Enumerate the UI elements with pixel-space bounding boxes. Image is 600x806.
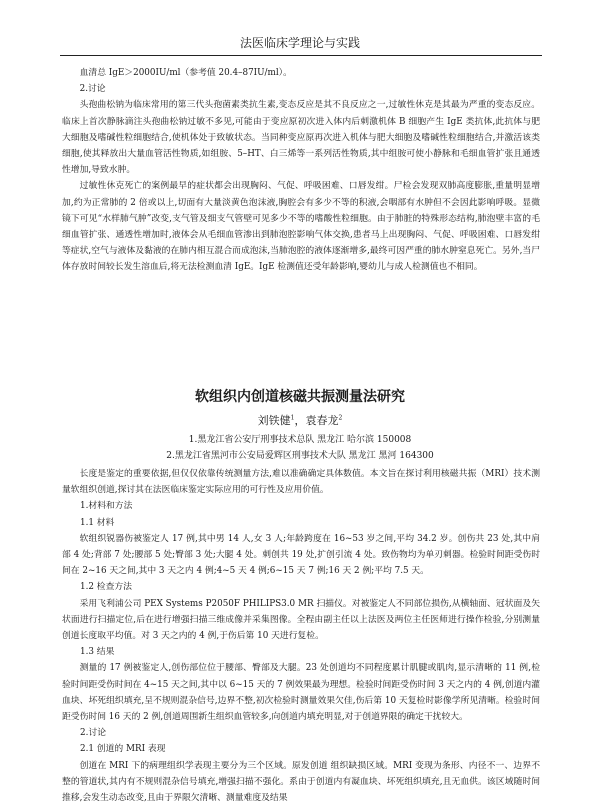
subsection-heading: 2.1 创道的 MRI 表现 [80,744,166,755]
previous-article-tail [62,65,540,276]
methods-paragraph: 采用飞利浦公司 PEX Systems P2050F PHILIPS3.0 MR 扫描仪。对被鉴定人不同部位损伤,从横轴面、冠状面及矢状面进行扫描定位,后在进行增强扫描三维成像并采集图像。全程由副主任以上法医及两位主任医师进行操作检验,分别测量创道长度取平均值。对 3 天之内的 4 例,于伤后第 10 天进行复检。 [62,598,540,642]
author-separator: ， [294,414,306,427]
lab-result-line: 血清总 IgE＞2000IU/ml（参考值 20.4–87IU/ml）。 [79,68,292,78]
subsection-heading: 1.1 材料 [80,517,115,528]
author-2: 袁春龙 [305,414,339,427]
discussion-paragraph-1: 头孢曲松钠为临床常用的第三代头孢菌素类抗生素,变态反应是其不良反应之一,过敏性休克是其最为严重的变态反应。临床上首次静脉滴注头孢曲松钠过敏不多见,可能由于变应原初次进入体内后刺激机体 B 细胞产生 IgE 类抗体,此抗体与肥大细胞及嗜碱性粒细胞结合,使机体处于致敏状态。当同种变应原再次进入机体与肥大细胞及嗜碱性粒细胞结合,并激活该类细胞,使其释放出大量血管活性物质,如组胺、5–HT、白三烯等一系列活性物质,其中组胺可使小静脉和毛细血管扩张且通透性增加,导致水肿。 [62,100,540,176]
subsection-heading: 1.3 结果 [80,647,115,658]
header-rule [60,55,542,56]
materials-paragraph: 软组织锐器伤被鉴定人 17 例,其中男 14 人,女 3 人;年龄跨度在 16~53 岁之间,平均 34.2 岁。创伤共 23 处,其中肩部 4 处;背部 7 处;腰部 5 处;臀部 3 处;大腿 4 处。刺创共 19 处,扩创引流 4 处。致伤物均为单刃刺器。检验时间距受伤时间在 2~16 天之间,其中 3 天之内 4 例;4~5 天 4 例;6~15 天 7 例;16 天 2 例;平均 7.5 天。 [62,533,540,577]
article-intro: 长度是鉴定的重要依据,但仅仅依靠传统测量方法,难以准确确定具体数值。本文旨在探讨利用核磁共振（MRI）技术测量软组织创道,探讨其在法医临床鉴定实际应用的可行性及应用价值。 [62,469,540,496]
discussion-paragraph-2: 过敏性休克死亡的案例最早的症状都会出现胸闷、气促、呼吸困难、口唇发绀。尸检会发现双肺高度膨胀,重量明显增加,约为正常肺的 2 倍或以上,切面有大量淡黄色泡沫液,胸腔会有多少不等的积液,会咽部有水肿但不会因此影响呼吸。显微镜下可见“水样肺气肿”改变,支气管及细支气管壁可见多少不等的嗜酸性粒细胞。由于肺脏的特殊形态结构,肺泡壁丰富的毛细血管扩张、通透性增加时,液体会从毛细血管渗出到肺泡腔影响气体交换,患者马上出现胸闷、气促、呼吸困难、口唇发绀等症状,空气与液体及黏液的在肺内相互混合而成泡沫,当肺泡腔的液体逐渐增多,最终可因严重的肺水肿窒息死亡。另外,当尸体存放时间较长发生溶血后,将无法检测血清 IgE。IgE 检测值还受年龄影响,婴幼儿与成人检测值也不相同。 [62,181,540,273]
running-header: 法医临床学理论与实践 [239,36,360,50]
subsection-heading: 1.2 检查方法 [80,582,132,593]
author-1-affiliation-mark: 1 [290,414,295,422]
results-paragraph: 测量的 17 例被鉴定人,创伤部位位于腰部、臀部及大腿。23 处创道均不同程度累计肌腱或肌肉,显示清晰的 11 例,检验时间距受伤时间在 4~15 天之间,其中以 6~15 天的 7 例效果最为理想。检验时间距受伤时间 3 天之内的 4 例,创道内灌血块、坏死组织填充,呈不规则混杂信号,边界不整,初次检验时测量效果欠佳,伤后第 10 天复检时影像学所见清晰。检验时间距受伤时间 16 天的 2 例,创道周围新生组织血管较多,向创道内填充明显,对于创道界限的确定干扰较大。 [62,663,540,723]
author-line [0,412,600,428]
affiliation-2: 2.黑龙江省黑河市公安局爱辉区刑事技术大队 黑龙江 黑河 164300 [166,451,434,461]
article-body [62,466,540,806]
discussion-heading: 2.讨论 [79,84,106,95]
section-heading: 2.讨论 [80,728,106,739]
affiliation-1: 1.黑龙江省公安厅刑事技术总队 黑龙江 哈尔滨 150008 [188,435,412,445]
section-heading: 1.材料和方法 [80,501,133,512]
discussion-paragraph: 创道在 MRI 下的病理组织学表现主要分为三个区域。原发创道 组织缺损区域。MRI 变现为条形、内径不一、边界不整的管道状,其内有不规则混杂信号填充,增强扫描不强化。系由于创道内有凝血块、坏死组织填充,且无血供。该区域随时间推移,会发生动态改变,且由于界限欠清晰、测量难度及结果 [62,760,540,804]
article-title: 软组织内创道核磁共振测量法研究 [195,389,405,405]
author-1: 刘铁健 [257,414,291,427]
author-2-affiliation-mark: 2 [338,414,343,422]
